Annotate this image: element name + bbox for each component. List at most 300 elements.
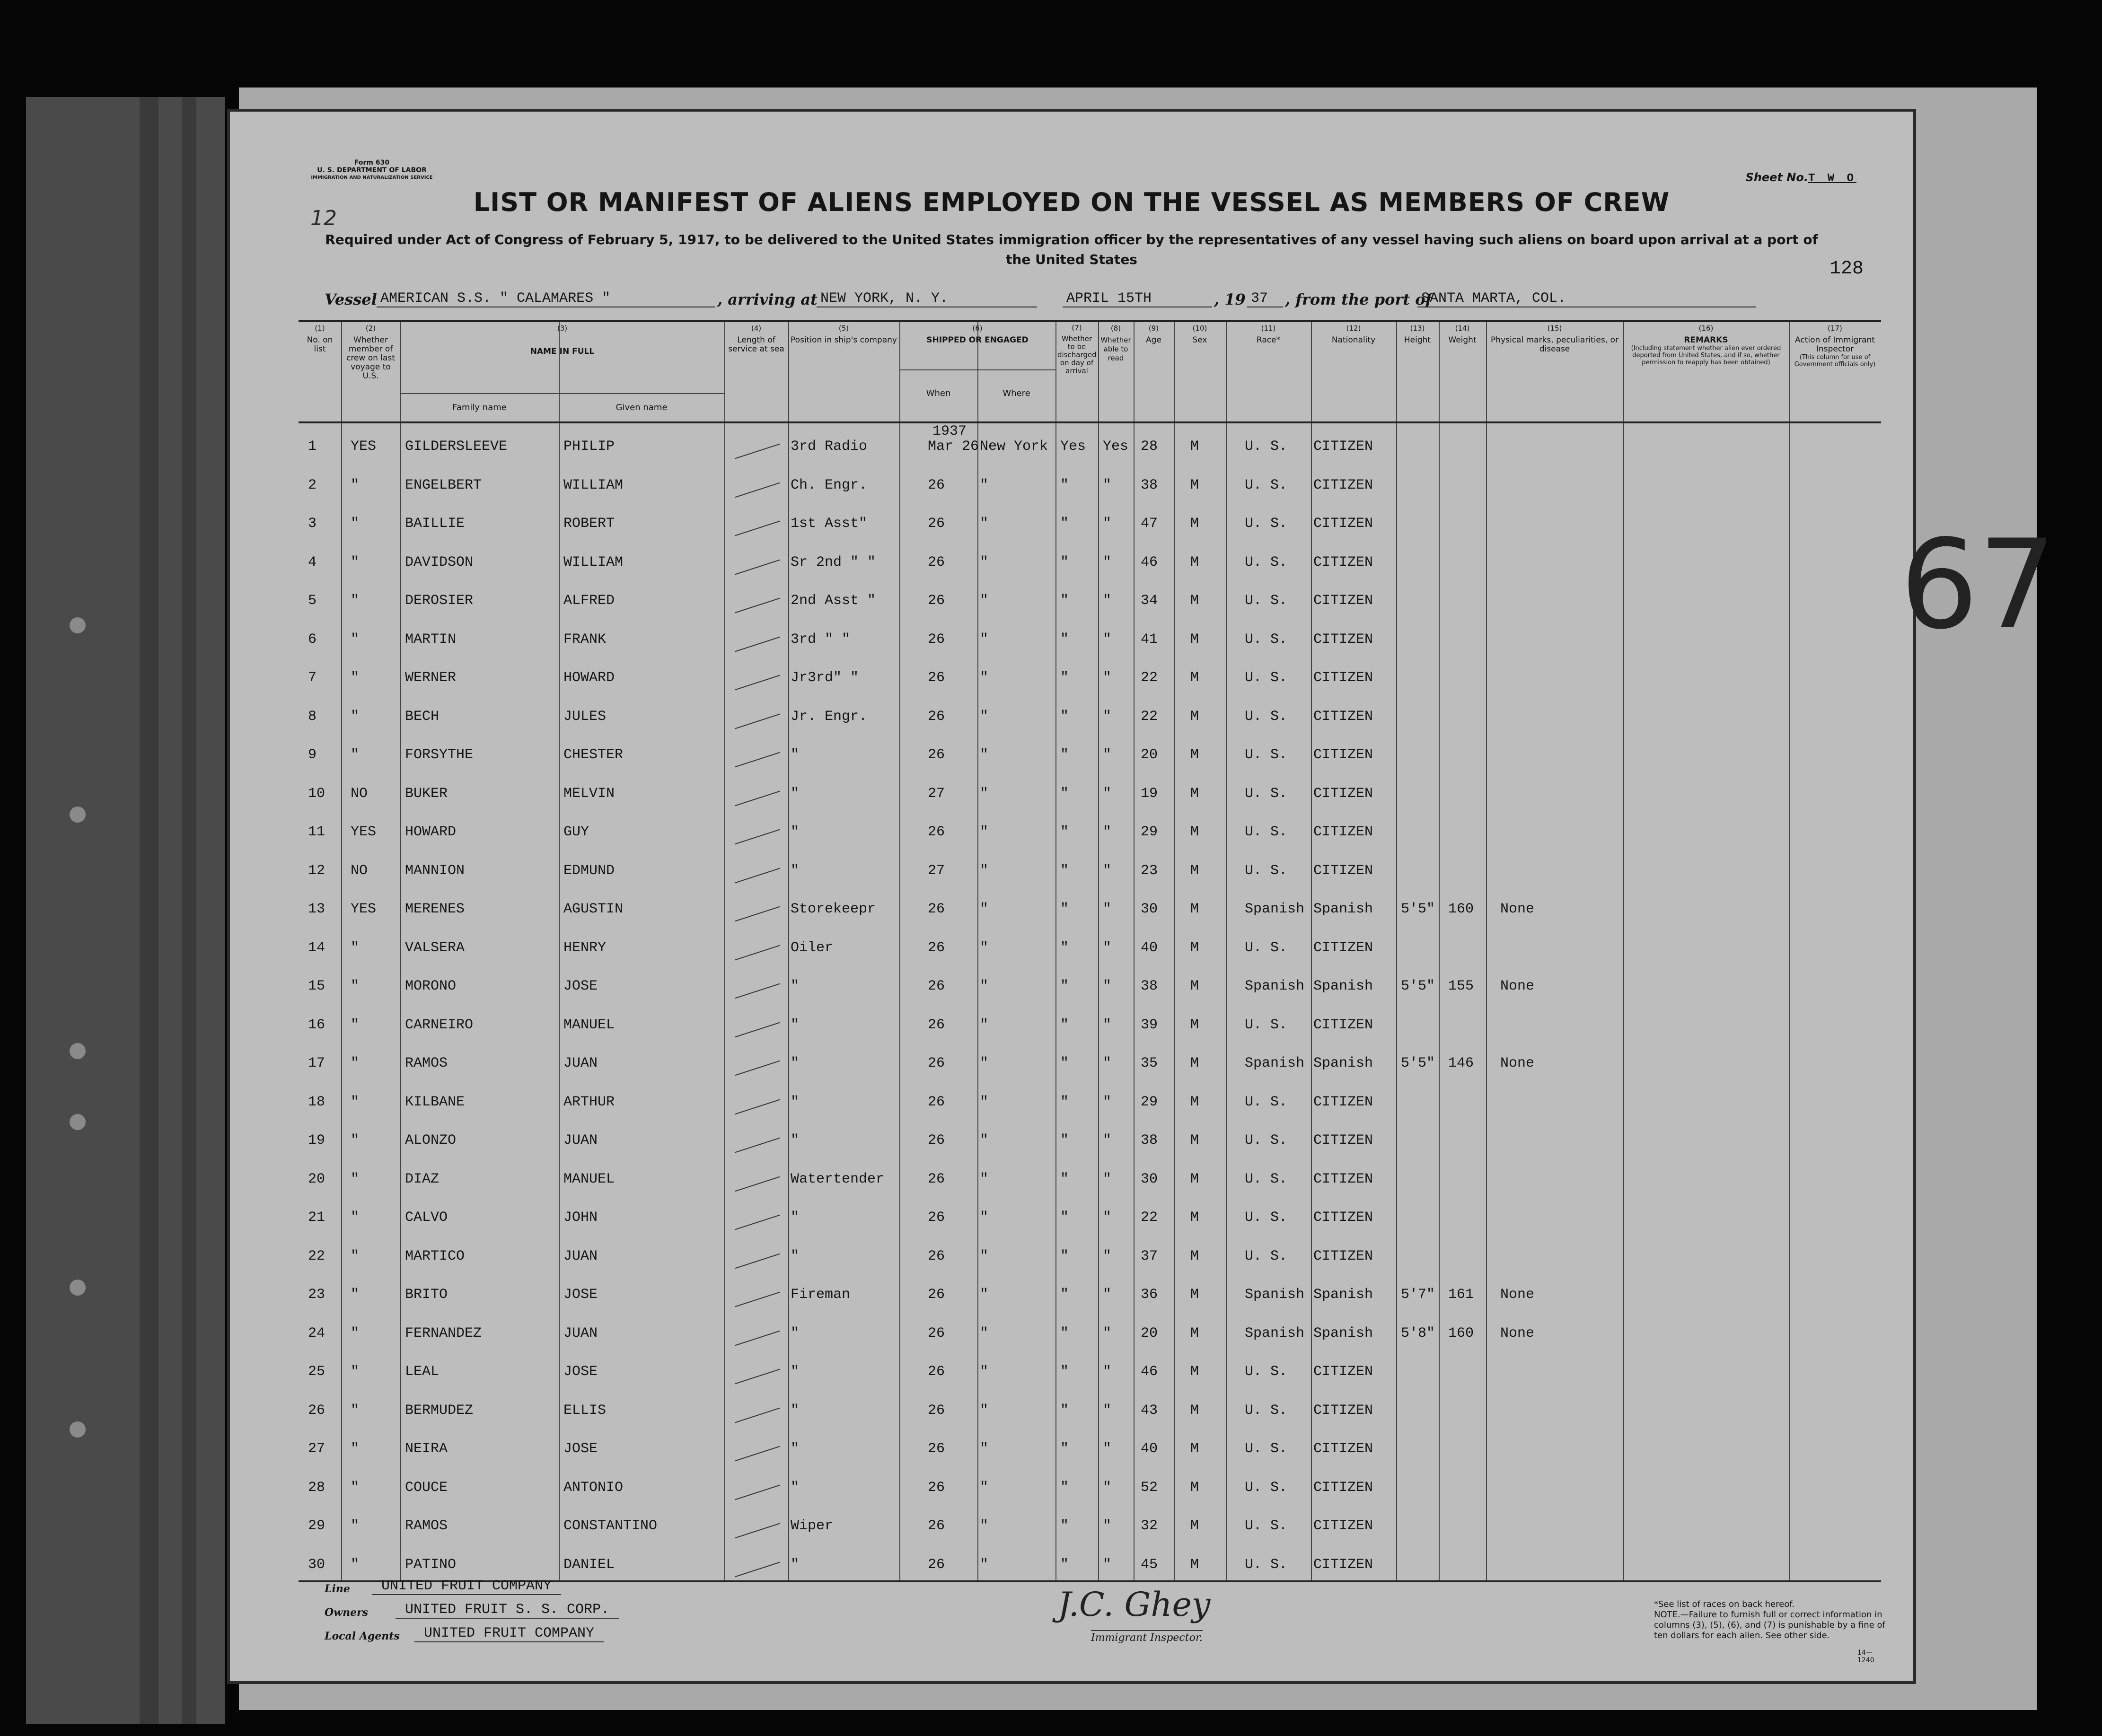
read-cell: " (1103, 1287, 1112, 1303)
prev-voyage-cell: " (351, 1518, 360, 1534)
sex-cell: M (1190, 1402, 1199, 1419)
prev-voyage-cell: " (351, 477, 360, 493)
nationality-cell: CITIZEN (1313, 1402, 1373, 1419)
shipped-when-cell: 26 (928, 747, 945, 763)
footer-notes: *See list of races on back hereof. NOTE.—Failure to furnish full or correct information in columns (3), (5), (6), and (7) is punishable by a fine of ten dollars for each alien. See other side. (1654, 1599, 1885, 1640)
family-name-cell: CARNEIRO (405, 1017, 474, 1033)
race-cell: U. S. (1245, 824, 1288, 840)
col-remarks-header: (16) REMARKS (Including statement whether alien ever ordered deported from United States, and if so, whether permission to reapply has been obtained) (1631, 324, 1781, 366)
col-prev-voyage-header: (2) Whether member of crew on last voyage to U.S. (346, 324, 395, 381)
position-cell: Watertender (791, 1171, 885, 1187)
given-name-cell: MANUEL (563, 1171, 615, 1187)
row-number: 27 (308, 1441, 325, 1457)
prev-voyage-cell: NO (351, 862, 368, 879)
sex-cell: M (1190, 1325, 1199, 1341)
position-cell: " (791, 747, 800, 763)
discharge-cell: " (1060, 1017, 1069, 1033)
table-row (299, 809, 1881, 844)
family-name-cell: MANNION (405, 862, 465, 879)
given-name-cell: MELVIN (563, 785, 615, 802)
position-cell: " (791, 1441, 800, 1457)
row-number: 21 (308, 1210, 325, 1226)
shipped-when-cell: 26 (928, 1248, 945, 1264)
row-number: 3 (308, 516, 317, 532)
prev-voyage-cell: " (351, 1287, 360, 1303)
table-row (299, 500, 1881, 535)
read-cell: " (1103, 516, 1112, 532)
prev-voyage-cell: " (351, 1171, 360, 1187)
shipped-where-cell: " (980, 554, 989, 570)
shipped-when-cell: Mar 26 (928, 438, 979, 455)
position-cell: Sr 2nd " " (791, 554, 876, 570)
age-cell: 35 (1141, 1055, 1158, 1071)
shipped-where-cell: " (980, 516, 989, 532)
position-cell: " (791, 824, 800, 840)
form-header: Form 630 U. S. DEPARTMENT OF LABOR IMMIGRATION AND NATURALIZATION SERVICE (311, 159, 433, 180)
discharge-cell: " (1060, 670, 1069, 686)
sex-cell: M (1190, 939, 1199, 956)
height-cell: 5'5" (1401, 978, 1435, 994)
sex-cell: M (1190, 593, 1199, 609)
position-cell: " (791, 1017, 800, 1033)
discharge-cell: " (1060, 554, 1069, 570)
nationality-cell: CITIZEN (1313, 631, 1373, 648)
nationality-cell: CITIZEN (1313, 1132, 1373, 1149)
given-name-cell: ROBERT (563, 516, 615, 532)
prev-voyage-cell: " (351, 1402, 360, 1419)
shipped-where-cell: " (980, 477, 989, 493)
read-cell: " (1103, 1055, 1112, 1071)
discharge-cell: " (1060, 1055, 1069, 1071)
prev-voyage-cell: " (351, 1364, 360, 1380)
service-tick-mark (735, 1061, 780, 1076)
age-cell: 23 (1141, 862, 1158, 879)
height-cell: 5'8" (1401, 1325, 1435, 1341)
family-name-cell: LEAL (405, 1364, 440, 1380)
page-subtitle: Required under Act of Congress of February 5, 1917, to be delivered to the United States immigration officer by the representatives of any vessel having such aliens on board upon arrival at a port of the United States (325, 232, 1818, 267)
given-name-cell: JUAN (563, 1055, 598, 1071)
from-label: , from the port of (1285, 290, 1432, 308)
read-cell: " (1103, 901, 1112, 917)
nationality-cell: CITIZEN (1313, 862, 1373, 879)
service-tick-mark (735, 983, 780, 999)
nationality-cell: Spanish (1313, 1055, 1373, 1071)
service-tick-mark (735, 559, 780, 575)
given-name-cell: CONSTANTINO (563, 1518, 658, 1534)
discharge-cell: " (1060, 1556, 1069, 1573)
table-row (299, 655, 1881, 690)
service-tick-mark (735, 1099, 780, 1114)
family-name-cell: NEIRA (405, 1441, 448, 1457)
nationality-cell: CITIZEN (1313, 1479, 1373, 1496)
age-cell: 29 (1141, 824, 1158, 840)
read-cell: " (1103, 1402, 1112, 1419)
weight-cell: 155 (1448, 978, 1474, 994)
shipped-when-cell: 26 (928, 901, 945, 917)
service-tick-mark (735, 1484, 780, 1500)
race-cell: U. S. (1245, 1132, 1288, 1149)
discharge-cell: " (1060, 1210, 1069, 1226)
where-header: Where (1003, 388, 1030, 398)
discharge-cell: " (1060, 1171, 1069, 1187)
prev-voyage-cell: NO (351, 785, 368, 802)
sex-cell: M (1190, 901, 1199, 917)
family-name-cell: PATINO (405, 1556, 457, 1573)
discharge-cell: " (1060, 1479, 1069, 1496)
col-service-header: (4) Length of service at sea (728, 324, 784, 354)
vessel-name: AMERICAN S.S. " CALAMARES " (377, 290, 715, 307)
given-name-header: Given name (616, 403, 668, 412)
service-tick-mark (735, 1138, 780, 1153)
position-cell: 3rd Radio (791, 438, 868, 455)
shipped-where-cell: " (980, 1479, 989, 1496)
shipped-when-cell: 27 (928, 862, 945, 879)
discharge-cell: " (1060, 1402, 1069, 1419)
given-name-cell: JOSE (563, 1441, 598, 1457)
family-name-cell: KILBANE (405, 1094, 465, 1110)
position-cell: " (791, 1556, 800, 1573)
given-name-cell: WILLIAM (563, 554, 624, 570)
read-cell: " (1103, 862, 1112, 879)
col-age-header: (9) Age (1146, 324, 1161, 345)
prev-voyage-cell: " (351, 554, 360, 570)
row-number: 19 (308, 1132, 325, 1149)
shipped-where-cell: " (980, 631, 989, 648)
row-number: 23 (308, 1287, 325, 1303)
form-code: 14—1240 (1857, 1649, 1874, 1664)
table-row (299, 886, 1881, 921)
family-name-cell: BECH (405, 708, 440, 725)
height-cell: 5'5" (1401, 901, 1435, 917)
table-row (299, 1542, 1881, 1577)
row-number: 18 (308, 1094, 325, 1110)
nationality-cell: Spanish (1313, 1325, 1373, 1341)
given-name-cell: AGUSTIN (563, 901, 624, 917)
row-number: 7 (308, 670, 317, 686)
family-name-cell: MERENES (405, 901, 465, 917)
prev-voyage-cell: " (351, 1055, 360, 1071)
age-cell: 30 (1141, 1171, 1158, 1187)
discharge-cell: " (1060, 978, 1069, 994)
position-cell: " (791, 1094, 800, 1110)
service-tick-mark (735, 1523, 780, 1539)
position-cell: Jr3rd" " (791, 670, 859, 686)
read-cell: " (1103, 1132, 1112, 1149)
shipped-when-cell: 26 (928, 670, 945, 686)
nationality-cell: CITIZEN (1313, 477, 1373, 493)
given-name-cell: JUAN (563, 1132, 598, 1149)
sex-cell: M (1190, 554, 1199, 570)
family-name-cell: DEROSIER (405, 593, 474, 609)
sex-cell: M (1190, 1171, 1199, 1187)
race-cell: U. S. (1245, 862, 1288, 879)
table-row (299, 423, 1881, 458)
col-height-header: (13) Height (1404, 324, 1431, 345)
race-cell: U. S. (1245, 670, 1288, 686)
service-tick-mark (735, 1561, 780, 1577)
race-cell: U. S. (1245, 1364, 1288, 1380)
shipped-when-cell: 26 (928, 1325, 945, 1341)
age-cell: 46 (1141, 1364, 1158, 1380)
service-tick-mark (735, 752, 780, 768)
nationality-cell: CITIZEN (1313, 670, 1373, 686)
weight-cell: 146 (1448, 1055, 1474, 1071)
position-cell: 3rd " " (791, 631, 851, 648)
read-cell: " (1103, 1017, 1112, 1033)
shipped-year-cell: 1937 (932, 423, 967, 439)
position-cell: Storekeepr (791, 901, 876, 917)
nationality-cell: CITIZEN (1313, 554, 1373, 570)
given-name-cell: ELLIS (563, 1402, 607, 1419)
prev-voyage-cell: " (351, 939, 360, 956)
prev-voyage-cell: YES (351, 901, 377, 917)
weight-cell: 161 (1448, 1287, 1474, 1303)
age-cell: 38 (1141, 978, 1158, 994)
race-cell: U. S. (1245, 516, 1288, 532)
position-cell: 2nd Asst " (791, 593, 876, 609)
shipped-when-cell: 26 (928, 1287, 945, 1303)
age-cell: 46 (1141, 554, 1158, 570)
family-name-cell: RAMOS (405, 1055, 448, 1071)
shipped-where-cell: New York (980, 438, 1048, 455)
sex-cell: M (1190, 862, 1199, 879)
pencil-note: 12 (310, 206, 337, 230)
col-race-header: (11) Race* (1256, 324, 1281, 345)
discharge-cell: " (1060, 477, 1069, 493)
age-cell: 34 (1141, 593, 1158, 609)
given-name-cell: EDMUND (563, 862, 615, 879)
race-cell: U. S. (1245, 1171, 1288, 1187)
height-cell: 5'5" (1401, 1055, 1435, 1071)
age-cell: 37 (1141, 1248, 1158, 1264)
race-cell: U. S. (1245, 747, 1288, 763)
position-cell: Jr. Engr. (791, 708, 868, 725)
row-number: 28 (308, 1479, 325, 1496)
read-cell: " (1103, 1518, 1112, 1534)
table-row (299, 616, 1881, 651)
given-name-cell: ARTHUR (563, 1094, 615, 1110)
shipped-when-cell: 26 (928, 1402, 945, 1419)
shipped-where-cell: " (980, 1287, 989, 1303)
family-name-cell: WERNER (405, 670, 457, 686)
sex-cell: M (1190, 1518, 1199, 1534)
age-cell: 36 (1141, 1287, 1158, 1303)
shipped-when-cell: 26 (928, 1364, 945, 1380)
sex-cell: M (1190, 670, 1199, 686)
row-number: 4 (308, 554, 317, 570)
nationality-cell: CITIZEN (1313, 1248, 1373, 1264)
sex-cell: M (1190, 747, 1199, 763)
shipped-where-cell: " (980, 708, 989, 725)
discharge-cell: " (1060, 1094, 1069, 1110)
read-cell: " (1103, 824, 1112, 840)
sex-cell: M (1190, 1132, 1199, 1149)
service-tick-mark (735, 675, 780, 691)
col-shipped-header: (6) SHIPPED OR ENGAGED (926, 324, 1029, 345)
discharge-cell: Yes (1060, 438, 1086, 455)
service-tick-mark (735, 1022, 780, 1037)
race-cell: U. S. (1245, 1402, 1288, 1419)
row-number: 1 (308, 438, 317, 455)
row-number: 24 (308, 1325, 325, 1341)
family-name-cell: MORONO (405, 978, 457, 994)
marks-cell: None (1500, 901, 1535, 917)
sex-cell: M (1190, 438, 1199, 455)
row-number: 17 (308, 1055, 325, 1071)
service-tick-mark (735, 1407, 780, 1423)
service-tick-mark (735, 790, 780, 806)
line-value: UNITED FRUIT COMPANY (372, 1578, 561, 1595)
given-name-cell: ANTONIO (563, 1479, 624, 1496)
discharge-cell: " (1060, 747, 1069, 763)
age-cell: 43 (1141, 1402, 1158, 1419)
table-row (299, 771, 1881, 806)
discharge-cell: " (1060, 1325, 1069, 1341)
position-cell: " (791, 1248, 800, 1264)
marks-cell: None (1500, 1055, 1535, 1071)
given-name-cell: JOHN (563, 1210, 598, 1226)
given-name-cell: JOSE (563, 1287, 598, 1303)
sex-cell: M (1190, 824, 1199, 840)
nationality-cell: CITIZEN (1313, 593, 1373, 609)
race-cell: U. S. (1245, 1441, 1288, 1457)
row-number: 29 (308, 1518, 325, 1534)
shipped-when-cell: 26 (928, 1171, 945, 1187)
shipped-where-cell: " (980, 862, 989, 879)
age-cell: 20 (1141, 747, 1158, 763)
table-row (299, 1503, 1881, 1538)
shipped-where-cell: " (980, 939, 989, 956)
discharge-cell: " (1060, 901, 1069, 917)
shipped-where-cell: " (980, 747, 989, 763)
nationality-cell: Spanish (1313, 978, 1373, 994)
row-number: 12 (308, 862, 325, 879)
table-row (299, 1310, 1881, 1345)
shipped-where-cell: " (980, 1518, 989, 1534)
table-row (299, 848, 1881, 883)
prev-voyage-cell: " (351, 631, 360, 648)
nationality-cell: CITIZEN (1313, 516, 1373, 532)
nationality-cell: CITIZEN (1313, 1094, 1373, 1110)
service-tick-mark (735, 868, 780, 883)
service-tick-mark (735, 444, 780, 459)
service-tick-mark (735, 1369, 780, 1385)
race-cell: U. S. (1245, 785, 1288, 802)
service-tick-mark (735, 906, 780, 922)
given-name-cell: HENRY (563, 939, 607, 956)
col-weight-header: (14) Weight (1448, 324, 1477, 345)
shipped-where-cell: " (980, 978, 989, 994)
prev-voyage-cell: " (351, 516, 360, 532)
race-cell: Spanish (1245, 1325, 1305, 1341)
prev-voyage-cell: " (351, 708, 360, 725)
service-tick-mark (735, 482, 780, 498)
page-title: LIST OR MANIFEST OF ALIENS EMPLOYED ON THE VESSEL AS MEMBERS OF CREW (473, 187, 1670, 217)
sex-cell: M (1190, 1017, 1199, 1033)
agents-value: UNITED FRUIT COMPANY (414, 1625, 604, 1642)
given-name-cell: JUAN (563, 1248, 598, 1264)
shipped-when-cell: 26 (928, 1479, 945, 1496)
prev-voyage-cell: " (351, 1441, 360, 1457)
sex-cell: M (1190, 1210, 1199, 1226)
family-name-cell: BUKER (405, 785, 448, 802)
position-cell: Oiler (791, 939, 834, 956)
service-tick-mark (735, 1330, 780, 1346)
age-cell: 22 (1141, 670, 1158, 686)
race-cell: U. S. (1245, 939, 1288, 956)
shipped-when-cell: 26 (928, 939, 945, 956)
age-cell: 22 (1141, 1210, 1158, 1226)
prev-voyage-cell: " (351, 747, 360, 763)
age-cell: 32 (1141, 1518, 1158, 1534)
owners-value: UNITED FRUIT S. S. CORP. (396, 1602, 619, 1619)
read-cell: " (1103, 1556, 1112, 1573)
shipped-when-cell: 26 (928, 1132, 945, 1149)
col-name-header: (3) NAME IN FULL (530, 324, 595, 356)
nationality-cell: CITIZEN (1313, 1017, 1373, 1033)
age-cell: 20 (1141, 1325, 1158, 1341)
race-cell: Spanish (1245, 1055, 1305, 1071)
arriving-label: , arriving at (717, 290, 818, 308)
table-row (299, 963, 1881, 998)
prev-voyage-cell: " (351, 1094, 360, 1110)
row-number: 15 (308, 978, 325, 994)
shipped-where-cell: " (980, 1248, 989, 1264)
row-number: 6 (308, 631, 317, 648)
service-tick-mark (735, 1446, 780, 1462)
vessel-label: Vessel (325, 290, 377, 308)
age-cell: 28 (1141, 438, 1158, 455)
age-cell: 22 (1141, 708, 1158, 725)
family-name-cell: RAMOS (405, 1518, 448, 1534)
shipped-where-cell: " (980, 1132, 989, 1149)
discharge-cell: " (1060, 593, 1069, 609)
year-suffix: 37 (1247, 290, 1283, 307)
age-cell: 47 (1141, 516, 1158, 532)
service-tick-mark (735, 636, 780, 652)
shipped-where-cell: " (980, 670, 989, 686)
row-number: 5 (308, 593, 317, 609)
given-name-cell: JUAN (563, 1325, 598, 1341)
row-number: 25 (308, 1364, 325, 1380)
shipped-when-cell: 26 (928, 1518, 945, 1534)
age-cell: 40 (1141, 1441, 1158, 1457)
owners-label: Owners (325, 1606, 369, 1619)
row-number: 8 (308, 708, 317, 725)
nationality-cell: Spanish (1313, 1287, 1373, 1303)
binder-edge (26, 97, 225, 1724)
table-row (299, 1271, 1881, 1306)
row-number: 13 (308, 901, 325, 917)
table-row (299, 1079, 1881, 1114)
prev-voyage-cell: " (351, 1325, 360, 1341)
family-name-cell: COUCE (405, 1479, 448, 1496)
arriving-port: NEW YORK, N. Y. (817, 290, 1037, 307)
read-cell: " (1103, 708, 1112, 725)
sex-cell: M (1190, 978, 1199, 994)
discharge-cell: " (1060, 1287, 1069, 1303)
shipped-when-cell: 26 (928, 1441, 945, 1457)
prev-voyage-cell: YES (351, 824, 377, 840)
shipped-when-cell: 26 (928, 824, 945, 840)
table-row (299, 539, 1881, 574)
discharge-cell: " (1060, 708, 1069, 725)
position-cell: " (791, 978, 800, 994)
shipped-when-cell: 26 (928, 516, 945, 532)
given-name-cell: FRANK (563, 631, 607, 648)
col-action-header: (17) Action of Immigrant Inspector (This column for use of Government officials only) (1794, 324, 1876, 368)
prev-voyage-cell: " (351, 978, 360, 994)
